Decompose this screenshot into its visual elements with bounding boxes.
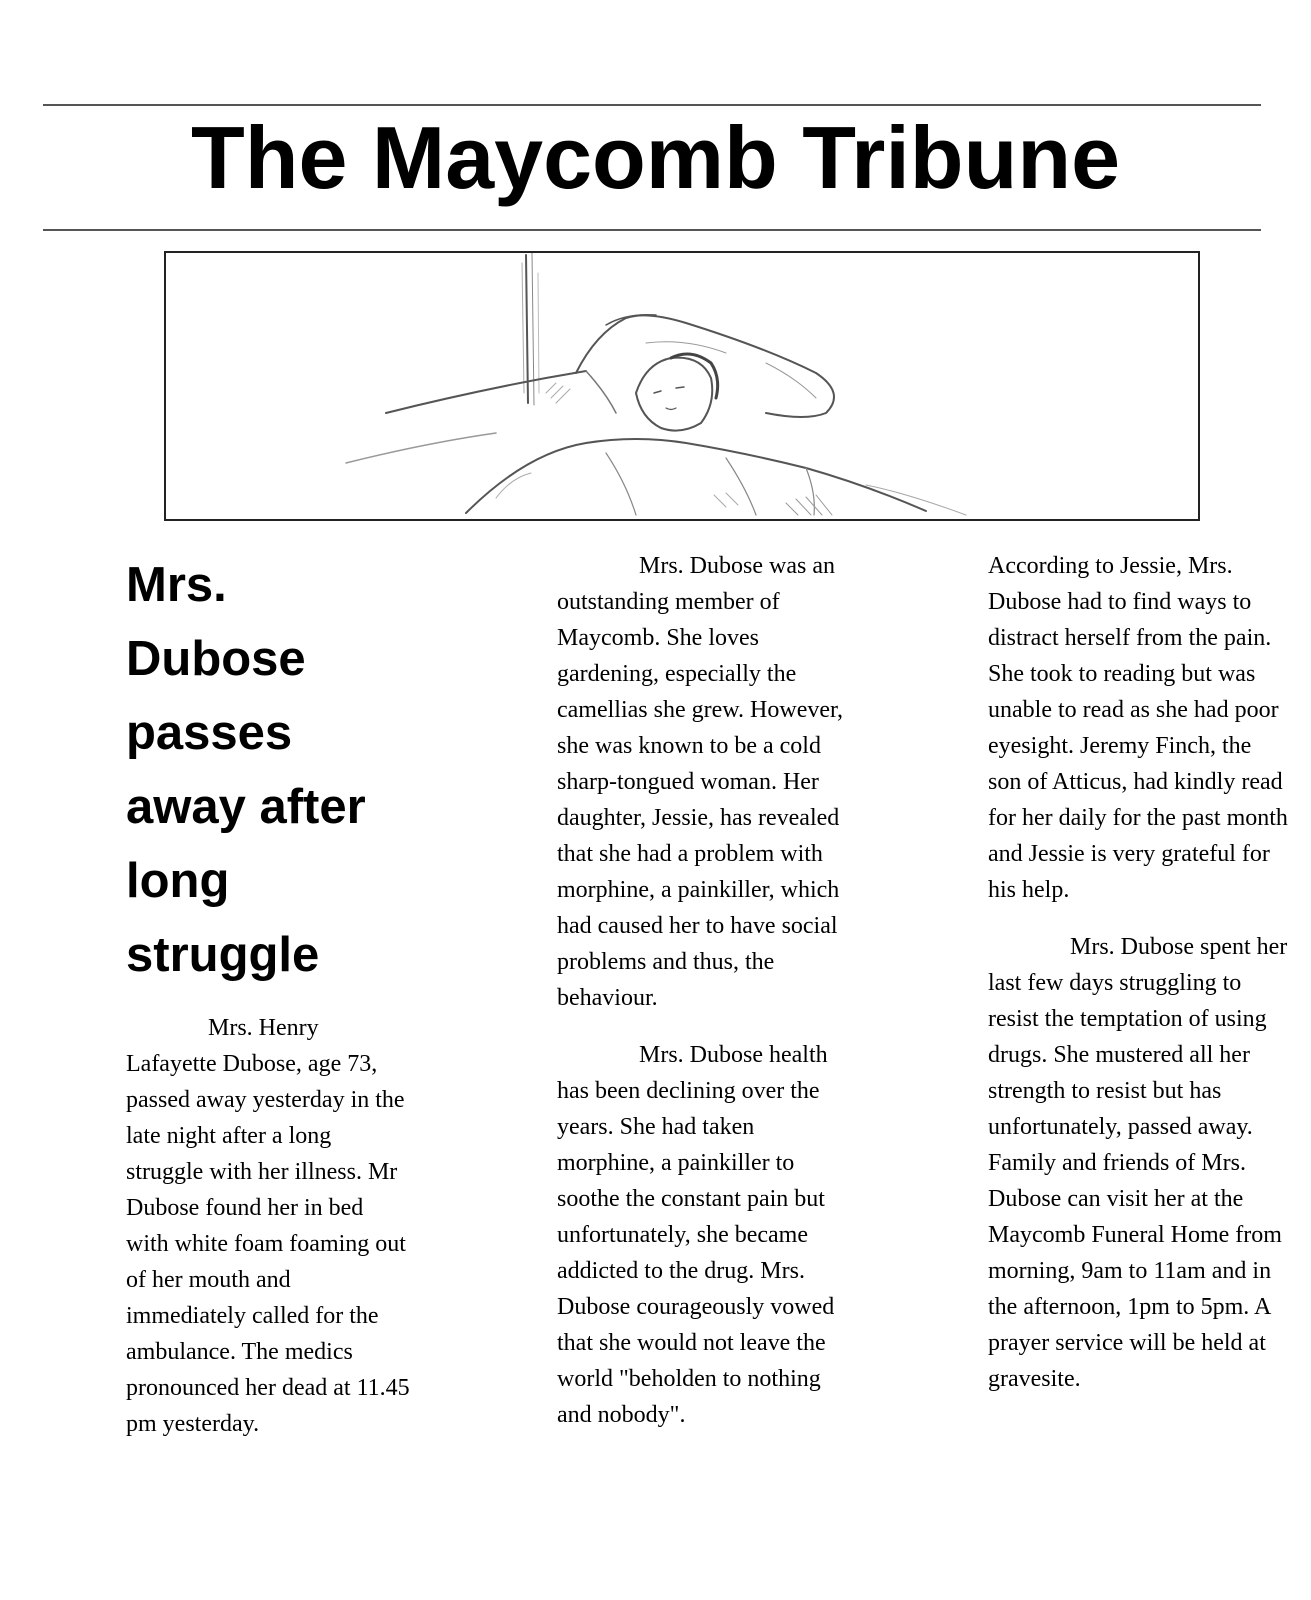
article-paragraph: Mrs. Henry Lafayette Dubose, age 73, passed away yesterday in the late night after a long struggle with her illness. Mr Dubose found her in bed with white foam foaming out of her mouth and immediately called for the ambulance. The medics pronounced her dead at 11.45 pm yesterday.	[126, 1015, 410, 1437]
article-headline: Mrs. Dubose passes away after long struggle	[126, 558, 366, 982]
article-paragraph: Mrs. Dubose was an outstanding member of Maycomb. She loves gardening, especially the camellias she grew. However, she was known to be a cold sharp-tongued woman. Her daughter, Jessie, has revealed that she had a problem with morphine, a painkiller, which had caused her to have social problems and thus, the behaviour.	[557, 553, 844, 1011]
article-paragraph: Mrs. Dubose spent her last few days struggling to resist the temptation of using drugs. She mustered all her strength to resist but has unfortunately, passed away. Family and friends of Mrs. Dubose can visit her at the Maycomb Funeral Home from morning, 9am to 11am and in the afternoon, 1pm to 5pm. A prayer service will be held at gravesite.	[988, 934, 1288, 1392]
article-paragraph: Mrs. Dubose health has been declining over the years. She had taken morphine, a painkiller to soothe the constant pain but unfortunately, she became addicted to the drug. Mrs. Dubose courageously vowed that she would not leave the world "beholden to nothing and nobody".	[557, 1042, 835, 1428]
article-paragraph: According to Jessie, Mrs. Dubose had to find ways to distract herself from the pain. She took to reading but was unable to read as she had poor eyesight. Jeremy Finch, the son of Atticus, had kindly read for her daily for the past month and Jessie is very grateful for his help.	[988, 553, 1288, 903]
article-column-2	[557, 548, 847, 1454]
masthead-bottom-rule	[43, 229, 1261, 231]
article-illustration	[164, 251, 1200, 521]
article-column-1	[126, 548, 411, 1463]
bedridden-woman-sketch-icon	[166, 253, 1198, 519]
article-column-3	[988, 548, 1288, 1418]
masthead-title: The Maycomb Tribune	[190, 108, 1121, 207]
masthead-top-rule	[43, 104, 1261, 106]
